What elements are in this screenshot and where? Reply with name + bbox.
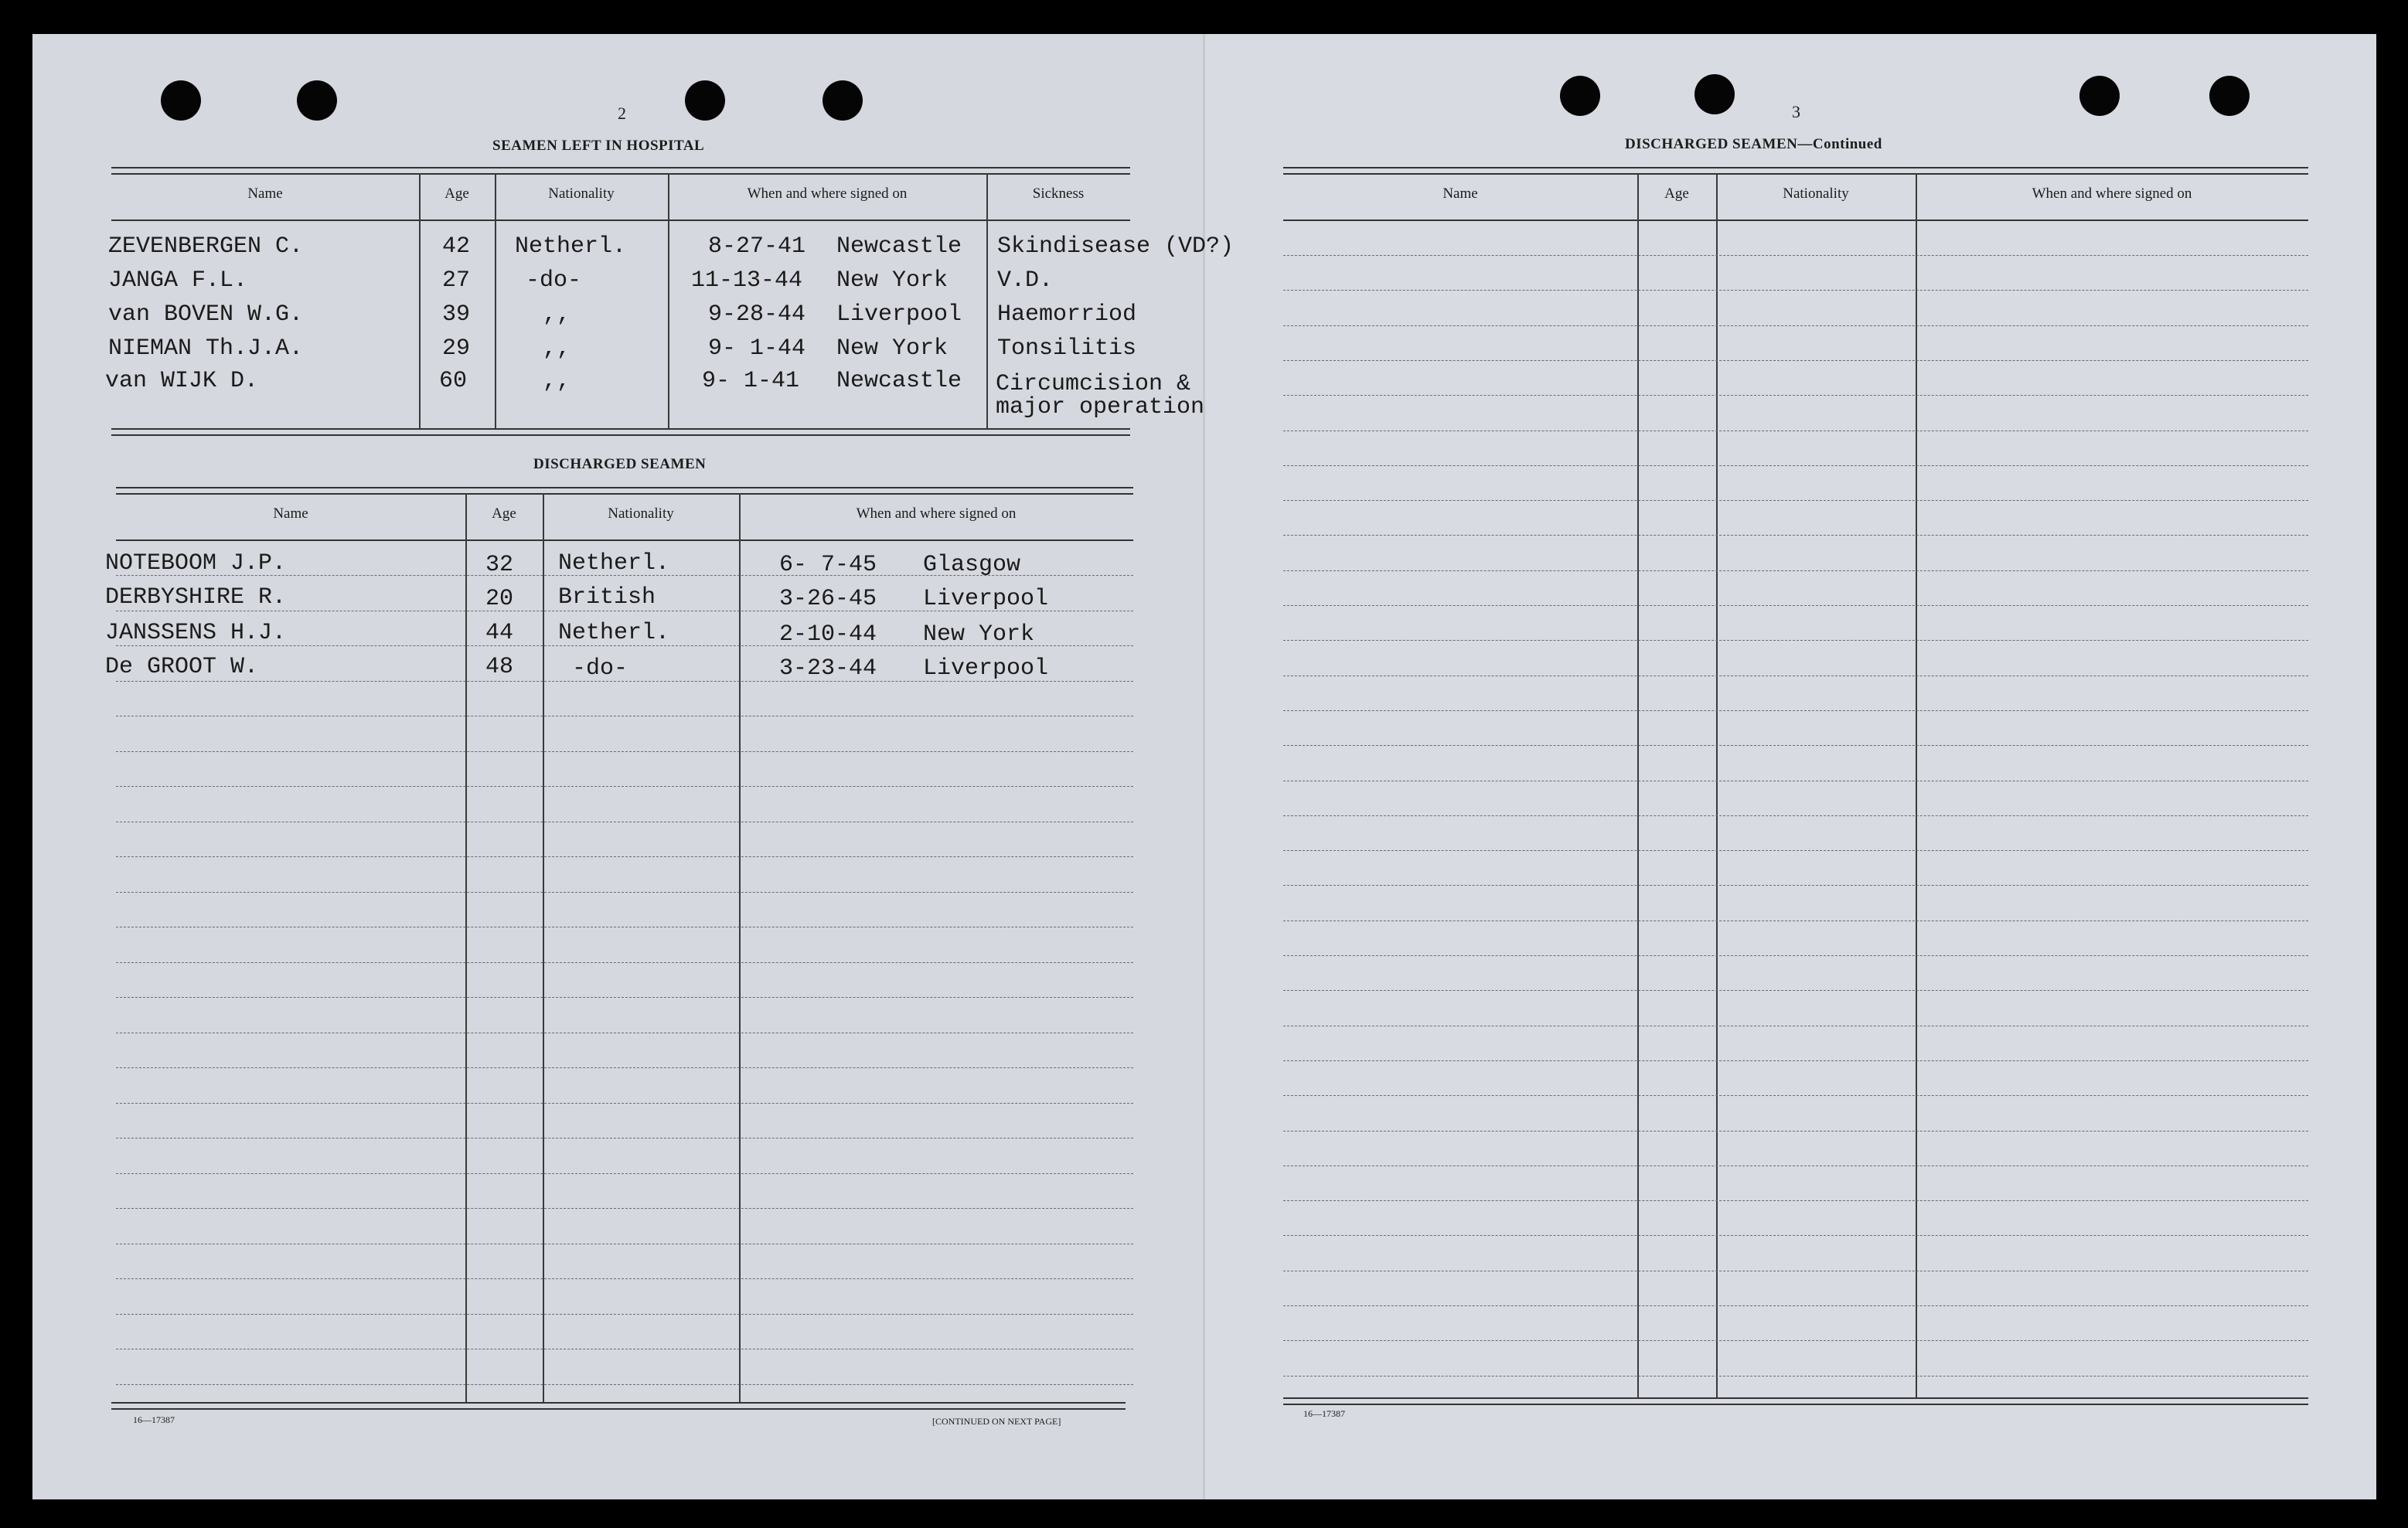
hospital-row-date: 9- 1-44 bbox=[708, 335, 806, 362]
hospital-header-sickness: Sickness bbox=[1032, 185, 1085, 202]
punch-hole bbox=[297, 80, 337, 121]
ruled-line bbox=[1283, 1200, 2308, 1201]
ruled-line bbox=[116, 856, 1133, 857]
punch-hole bbox=[823, 80, 863, 121]
hospital-row-sickness-continued: major operation bbox=[996, 394, 1205, 420]
discharged-header-signed-on: When and where signed on bbox=[856, 505, 1017, 522]
ruled-line bbox=[1283, 1305, 2308, 1306]
discharged-row-nationality: Netherl. bbox=[558, 550, 670, 577]
hospital-col-divider bbox=[419, 173, 421, 428]
hospital-row-age: 27 bbox=[442, 267, 471, 294]
hospital-row-name: van BOVEN W.G. bbox=[108, 301, 304, 328]
discharged-row-nationality: Netherl. bbox=[558, 620, 670, 646]
hospital-row-sickness: Tonsilitis bbox=[997, 335, 1137, 362]
hospital-header-age: Age bbox=[444, 185, 469, 202]
right-top-rule bbox=[1283, 173, 2308, 175]
right-header-name: Name bbox=[1442, 185, 1478, 202]
ruled-line bbox=[1283, 815, 2308, 816]
ruled-line bbox=[1283, 570, 2308, 571]
discharged-row-name: NOTEBOOM J.P. bbox=[105, 550, 287, 577]
right-header-nationality: Nationality bbox=[1783, 185, 1849, 202]
punch-hole bbox=[1560, 76, 1600, 116]
discharged-row-name: DERBYSHIRE R. bbox=[105, 584, 287, 611]
ruled-line bbox=[1283, 395, 2308, 396]
hospital-col-divider bbox=[668, 173, 669, 428]
punch-hole bbox=[2079, 76, 2120, 116]
discharged-row-place: Liverpool bbox=[923, 655, 1049, 682]
right-header-signed-on: When and where signed on bbox=[2032, 185, 2192, 202]
ruled-line bbox=[116, 892, 1133, 893]
discharged-header-nationality: Nationality bbox=[608, 505, 674, 522]
ruled-line bbox=[1283, 325, 2308, 326]
discharged-top-rule bbox=[116, 487, 1133, 488]
hospital-row-nationality: Netherl. bbox=[515, 233, 627, 260]
punch-hole bbox=[1694, 74, 1735, 114]
ruled-line bbox=[1283, 955, 2308, 956]
hospital-row-age: 60 bbox=[439, 368, 468, 394]
discharged-row-date: 3-26-45 bbox=[779, 586, 877, 612]
discharged-row-date: 3-23-44 bbox=[779, 655, 877, 682]
ruled-line bbox=[1283, 745, 2308, 746]
discharged-row-place: Glasgow bbox=[923, 552, 1021, 578]
form-number: 16—17387 bbox=[1303, 1408, 1345, 1419]
discharged-row-name: De GROOT W. bbox=[105, 654, 259, 680]
ruled-line bbox=[116, 786, 1133, 787]
hospital-top-rule bbox=[111, 173, 1130, 175]
ruled-line bbox=[116, 1208, 1133, 1209]
discharged-row-name: JANSSENS H.J. bbox=[105, 620, 287, 646]
hospital-header-rule bbox=[111, 220, 1130, 221]
hospital-col-divider bbox=[495, 173, 496, 428]
ruled-line bbox=[1283, 360, 2308, 361]
ruled-line bbox=[1283, 1095, 2308, 1096]
right-col-divider bbox=[1916, 173, 1917, 1397]
hospital-row-nationality: ,, bbox=[543, 335, 571, 362]
discharged-col-divider bbox=[543, 493, 544, 1402]
discharged-top-rule bbox=[116, 493, 1133, 495]
hospital-row-place: Newcastle bbox=[836, 233, 962, 260]
hospital-row-sickness: Circumcision & bbox=[996, 371, 1191, 397]
discharged-header-rule bbox=[116, 539, 1133, 541]
discharged-row-age: 20 bbox=[485, 586, 514, 612]
ruled-line bbox=[1283, 1235, 2308, 1236]
discharged-continued-title-main: DISCHARGED SEAMEN bbox=[1625, 136, 1798, 152]
discharged-section-title: DISCHARGED SEAMEN bbox=[533, 456, 707, 472]
hospital-row-sickness: V.D. bbox=[997, 267, 1054, 294]
ruled-line bbox=[1283, 1340, 2308, 1341]
ruled-line bbox=[116, 1278, 1133, 1279]
discharged-header-name: Name bbox=[273, 505, 308, 522]
ruled-line bbox=[116, 751, 1133, 752]
hospital-row-sickness: Skindisease (VD?) bbox=[997, 233, 1235, 260]
hospital-row-age: 29 bbox=[442, 335, 471, 362]
discharged-row-age: 44 bbox=[485, 620, 514, 646]
ruled-line bbox=[1283, 1131, 2308, 1132]
ruled-line bbox=[1283, 990, 2308, 991]
ruled-line bbox=[1283, 850, 2308, 851]
ruled-line bbox=[1283, 605, 2308, 606]
right-bottom-rule bbox=[1283, 1404, 2308, 1405]
right-header-age: Age bbox=[1664, 185, 1689, 202]
discharged-header-age: Age bbox=[492, 505, 516, 522]
form-number: 16—17387 bbox=[133, 1414, 175, 1425]
ruled-line bbox=[1283, 290, 2308, 291]
hospital-row-sickness: Haemorriod bbox=[997, 301, 1137, 328]
hospital-row-date: 9-28-44 bbox=[708, 301, 806, 328]
hospital-row-nationality: ,, bbox=[543, 301, 571, 328]
right-bottom-rule bbox=[1283, 1397, 2308, 1399]
right-page bbox=[1204, 34, 2376, 1499]
hospital-row-place: Newcastle bbox=[836, 368, 962, 394]
hospital-header-nationality: Nationality bbox=[548, 185, 615, 202]
discharged-row-nationality: -do- bbox=[572, 655, 628, 682]
hospital-row-date: 8-27-41 bbox=[708, 233, 806, 260]
ruled-line bbox=[1283, 535, 2308, 536]
hospital-row-place: New York bbox=[836, 267, 949, 294]
discharged-row-date: 6- 7-45 bbox=[779, 552, 877, 578]
right-top-rule bbox=[1283, 167, 2308, 168]
discharged-row-date: 2-10-44 bbox=[779, 621, 877, 648]
hospital-row-age: 42 bbox=[442, 233, 471, 260]
hospital-col-divider bbox=[986, 173, 988, 428]
ruled-line bbox=[1283, 430, 2308, 431]
ruled-line bbox=[116, 962, 1133, 963]
discharged-bottom-rule bbox=[111, 1408, 1126, 1410]
right-col-divider bbox=[1637, 173, 1639, 1397]
discharged-col-divider bbox=[465, 493, 467, 1402]
ruled-line bbox=[116, 1173, 1133, 1174]
page-number: 2 bbox=[618, 104, 626, 123]
discharged-bottom-rule bbox=[111, 1402, 1126, 1404]
punch-hole bbox=[685, 80, 725, 121]
ruled-line bbox=[1283, 500, 2308, 501]
discharged-row-age: 48 bbox=[485, 654, 514, 680]
discharged-row-nationality: British bbox=[558, 584, 656, 611]
punch-hole bbox=[2209, 76, 2250, 116]
discharged-continued-title-suffix: —Continued bbox=[1797, 136, 1882, 152]
ruled-line bbox=[1283, 1060, 2308, 1061]
hospital-row-name: NIEMAN Th.J.A. bbox=[108, 335, 304, 362]
page-number: 3 bbox=[1792, 102, 1800, 121]
discharged-row-place: Liverpool bbox=[923, 586, 1049, 612]
hospital-bottom-rule bbox=[111, 428, 1130, 430]
discharged-row-age: 32 bbox=[485, 552, 514, 578]
ruled-line bbox=[1283, 1376, 2308, 1377]
ruled-line bbox=[116, 1103, 1133, 1104]
right-col-divider bbox=[1716, 173, 1718, 1397]
hospital-row-place: Liverpool bbox=[836, 301, 962, 328]
hospital-row-date: 11-13-44 bbox=[691, 267, 803, 294]
ruled-line bbox=[1283, 465, 2308, 466]
hospital-top-rule bbox=[111, 167, 1130, 168]
continued-note: [CONTINUED ON NEXT PAGE] bbox=[932, 1416, 1061, 1427]
hospital-row-nationality: -do- bbox=[526, 267, 582, 294]
ruled-line bbox=[1283, 640, 2308, 641]
hospital-row-name: JANGA F.L. bbox=[108, 267, 248, 294]
discharged-col-divider bbox=[739, 493, 741, 1402]
hospital-header-name: Name bbox=[247, 185, 283, 202]
hospital-row-name: ZEVENBERGEN C. bbox=[108, 233, 304, 260]
hospital-row-nationality: ,, bbox=[543, 368, 571, 394]
hospital-row-date: 9- 1-41 bbox=[702, 368, 800, 394]
hospital-row-place: New York bbox=[836, 335, 949, 362]
discharged-continued-title bbox=[1625, 136, 1882, 153]
ruled-line bbox=[116, 1314, 1133, 1315]
ruled-line bbox=[116, 997, 1133, 998]
punch-hole bbox=[161, 80, 201, 121]
ruled-line bbox=[1283, 255, 2308, 256]
right-header-rule bbox=[1283, 220, 2308, 221]
ruled-line bbox=[1283, 710, 2308, 711]
discharged-row-place: New York bbox=[923, 621, 1035, 648]
hospital-bottom-rule bbox=[111, 434, 1130, 436]
ruled-line bbox=[1283, 885, 2308, 886]
hospital-row-age: 39 bbox=[442, 301, 471, 328]
hospital-section-title: SEAMEN LEFT IN HOSPITAL bbox=[492, 138, 705, 154]
ruled-line bbox=[116, 1384, 1133, 1385]
hospital-row-name: van WIJK D. bbox=[105, 368, 259, 394]
hospital-header-signed-on: When and where signed on bbox=[747, 185, 908, 202]
ruled-line bbox=[116, 1067, 1133, 1068]
